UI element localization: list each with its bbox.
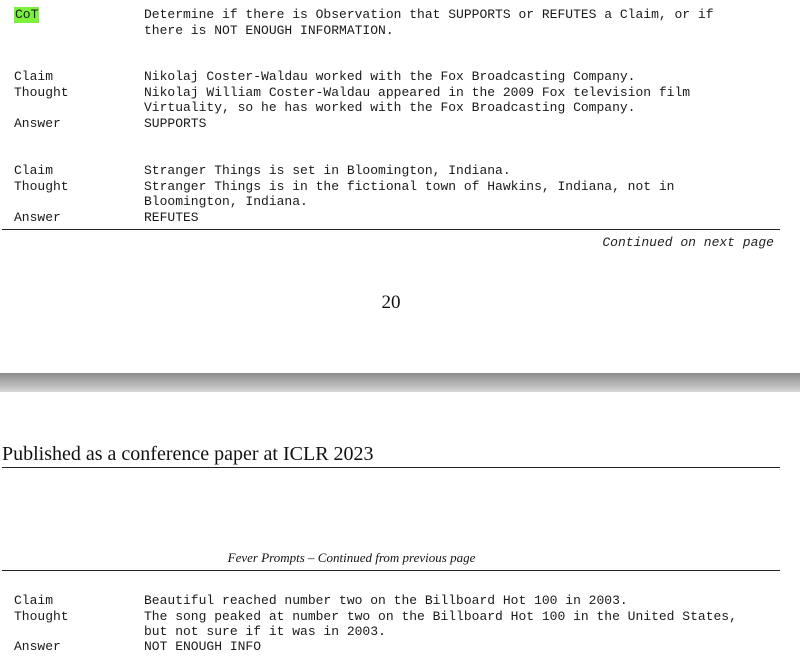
thought-text-line2: Bloomington, Indiana. bbox=[144, 194, 308, 210]
thought-label: Thought bbox=[14, 178, 69, 194]
answer-label: Answer bbox=[14, 210, 61, 225]
page-gap bbox=[0, 373, 800, 392]
claim-text: Nikolaj Coster-Waldau worked with the Fox Broadcasting Company. bbox=[144, 69, 636, 84]
continued-note: Continued on next page bbox=[602, 235, 774, 250]
thought-text-line1: Stranger Things is in the fictional town of Hawkins, Indiana, not in bbox=[144, 178, 675, 194]
claim-label: Claim bbox=[14, 593, 54, 608]
claim-label: Claim bbox=[14, 69, 54, 84]
thought-text-line1: The song peaked at number two on the Billboard Hot 100 in the United States, bbox=[144, 608, 737, 624]
table-caption: Fever Prompts – Continued from previous page bbox=[227, 550, 476, 565]
answer-text: NOT ENOUGH INFO bbox=[144, 639, 262, 654]
thought-text-line2: but not sure if it was in 2003. bbox=[144, 624, 386, 640]
answer-text: REFUTES bbox=[144, 210, 199, 225]
claim-text: Beautiful reached number two on the Billboard Hot 100 in 2003. bbox=[144, 593, 628, 608]
table-bottom-rule bbox=[2, 229, 780, 230]
answer-label: Answer bbox=[14, 639, 61, 654]
running-header: Published as a conference paper at ICLR 2023 bbox=[2, 443, 374, 465]
thought-text-line2: Virtuality, so he has worked with the Fox Broadcasting Company. bbox=[144, 100, 636, 116]
answer-label: Answer bbox=[14, 116, 61, 131]
thought-label: Thought bbox=[14, 84, 69, 100]
page-number: 20 bbox=[381, 292, 401, 313]
thought-text-line1: Nikolaj William Coster-Waldau appeared in the 2009 Fox television film bbox=[144, 84, 691, 100]
claim-label: Claim bbox=[14, 163, 54, 178]
table-top-rule bbox=[2, 570, 780, 571]
cot-label: CoT bbox=[15, 7, 39, 22]
thought-label: Thought bbox=[14, 608, 69, 624]
answer-text: SUPPORTS bbox=[144, 116, 207, 131]
cot-instruction-line2: there is NOT ENOUGH INFORMATION. bbox=[144, 22, 394, 38]
header-rule bbox=[2, 467, 780, 468]
claim-text: Stranger Things is set in Bloomington, Indiana. bbox=[144, 163, 511, 178]
cot-instruction-line1: Determine if there is Observation that SUPPORTS or REFUTES a Claim, or if bbox=[144, 7, 714, 22]
